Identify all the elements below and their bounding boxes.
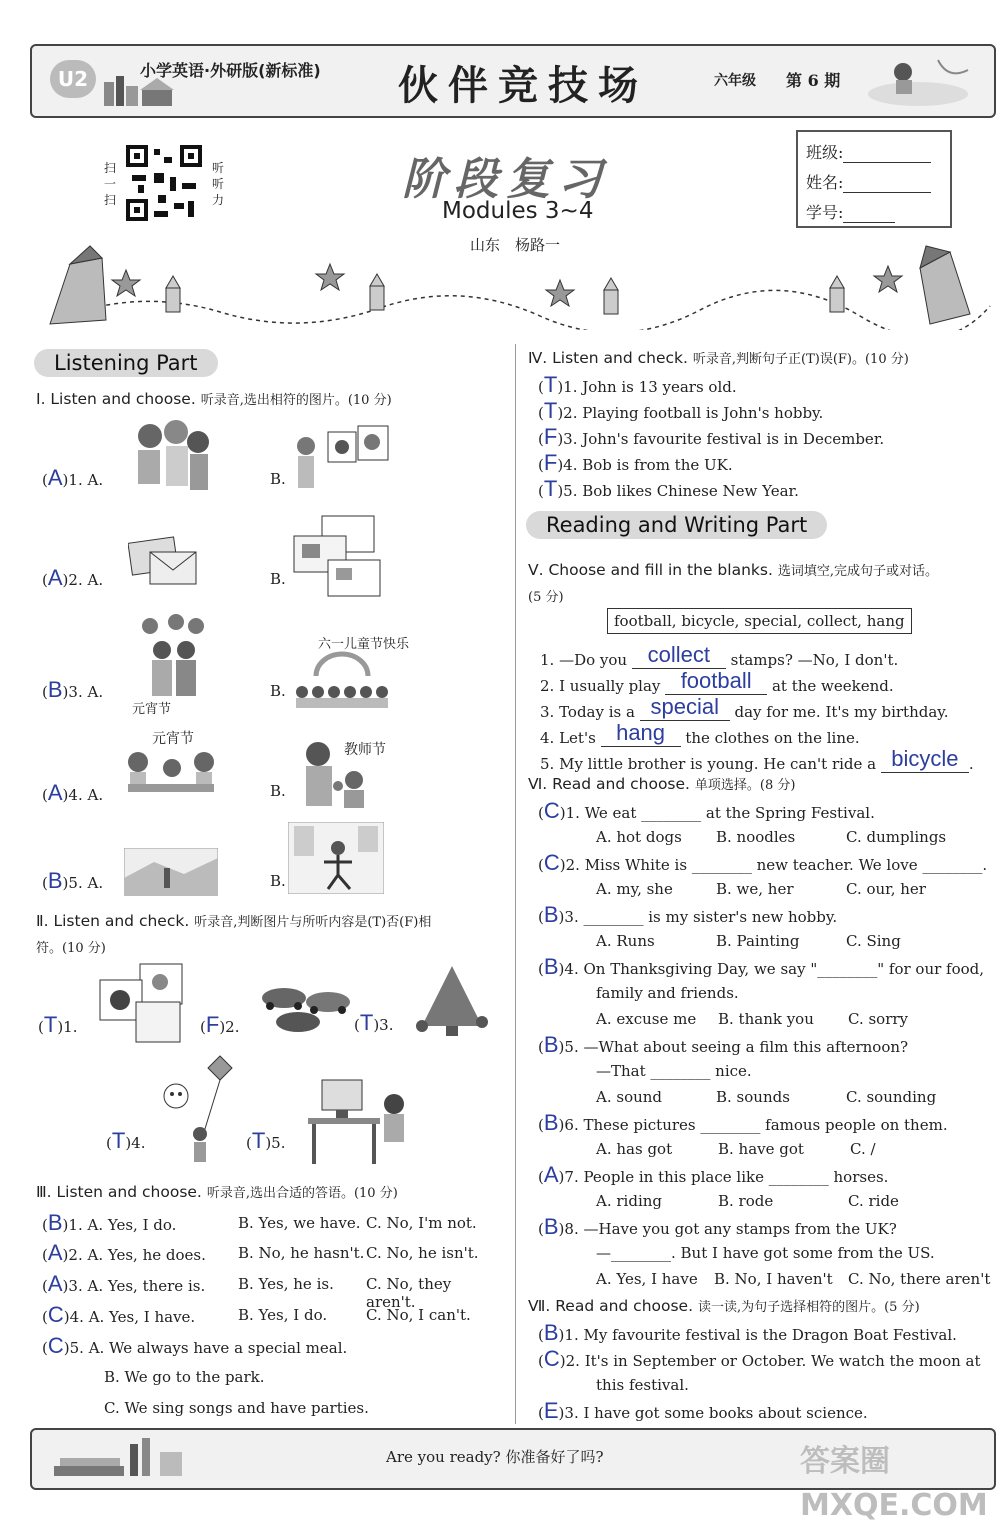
s7-item-2-cont: this festival. bbox=[596, 1376, 689, 1394]
s5-item-3: 3. Today is a special day for me. It's my birthday. bbox=[540, 694, 949, 721]
answer: B bbox=[47, 677, 63, 702]
s3-item-2: (A)2. A. Yes, he does. B. No, he hasn't. C. No, he isn't. bbox=[42, 1240, 479, 1265]
s1-item-4: (A)4. A. bbox=[42, 780, 104, 805]
class-field[interactable] bbox=[806, 140, 931, 163]
grade-label: 六年级 bbox=[714, 73, 756, 89]
author-line: 山东 杨路一 bbox=[470, 236, 561, 254]
pencil-border-decoration bbox=[30, 244, 992, 330]
s5-item-4: 4. Let's hang the clothes on the line. bbox=[540, 720, 860, 747]
section-5-title: Ⅴ. Choose and fill in the blanks. 选词填空,完成句子或对话。 (5 分) bbox=[528, 561, 938, 605]
postcards-image bbox=[292, 514, 384, 598]
caption-lantern-festival: 元宵节 bbox=[132, 702, 172, 717]
s6-item-8-options: A. Yes, I have B. No, I haven't C. No, there aren't bbox=[596, 1270, 991, 1288]
s3-item-5-c: C. We sing songs and have parties. bbox=[104, 1399, 369, 1417]
s6-item-4: (B)4. On Thanksgiving Day, we say "________" for our food, bbox=[538, 954, 985, 979]
class-label: 班级: bbox=[806, 143, 844, 162]
stamps-on-wall-image bbox=[292, 422, 392, 502]
answer: T bbox=[111, 1128, 126, 1153]
caption-teachers-day: 教师节 bbox=[344, 742, 386, 758]
girl-on-cloud-icon bbox=[858, 50, 978, 110]
footer-slogan: Are you ready? 你准备好了吗? bbox=[386, 1448, 604, 1466]
panda-stamps-image bbox=[96, 962, 190, 1046]
children-group-image bbox=[128, 418, 218, 500]
s4-item-3: (F)3. John's favourite festival is in December. bbox=[538, 424, 885, 449]
section-1-title: Ⅰ. Listen and choose. 听录音,选出相符的图片。(10 分) bbox=[36, 390, 392, 408]
s6-item-1: (C)1. We eat ________ at the Spring Festival. bbox=[538, 798, 875, 823]
listening-part-label: Listening Part bbox=[34, 349, 218, 377]
s4-item-1: (T)1. John is 13 years old. bbox=[538, 372, 737, 397]
s7-item-2: (C)2. It's in September or October. We watch the moon at bbox=[538, 1346, 981, 1371]
section-6-title: Ⅵ. Read and choose. 单项选择。(8 分) bbox=[528, 775, 796, 793]
s4-item-4: (F)4. Bob is from the UK. bbox=[538, 450, 733, 475]
brand-title: 伙伴竞技场 bbox=[398, 62, 648, 109]
s6-item-5-options: A. sound B. sounds C. sounding bbox=[596, 1088, 937, 1106]
books-pencil-icon bbox=[50, 1432, 190, 1482]
s6-item-8: (B)8. —Have you got any stamps from the UK? bbox=[538, 1214, 897, 1239]
word-box: football, bicycle, special, collect, hang bbox=[607, 608, 912, 634]
qr-code-icon[interactable] bbox=[124, 143, 204, 223]
s1-item-4-b: B. bbox=[270, 782, 286, 800]
girl-at-computer-image bbox=[304, 1074, 414, 1168]
s6-item-8-cont: —________. But I have got some from the US. bbox=[596, 1244, 935, 1262]
kite-boy-image bbox=[160, 1052, 240, 1164]
s2-item-1: (T)1. bbox=[38, 1012, 78, 1037]
s6-item-5: (B)5. —What about seeing a film this afternoon? bbox=[538, 1032, 909, 1057]
s6-item-4-options: A. excuse me B. thank you C. sorry bbox=[596, 1010, 909, 1028]
number-label: 学号: bbox=[806, 203, 844, 222]
answer: T bbox=[359, 1010, 374, 1035]
s1-item-5: (B)5. A. bbox=[42, 868, 104, 893]
s1-item-1: (A)1. A. bbox=[42, 465, 104, 490]
answer: A bbox=[47, 465, 63, 490]
s1-item-3-b: B. bbox=[270, 682, 286, 700]
answer: A bbox=[47, 565, 63, 590]
s3-item-5-b: B. We go to the park. bbox=[104, 1368, 265, 1386]
s6-item-5-cont: —That ________ nice. bbox=[596, 1062, 752, 1080]
lantern-festival-family-image bbox=[136, 614, 212, 700]
section-4-title: Ⅳ. Listen and check. 听录音,判断句子正(T)误(F)。(10 分) bbox=[528, 349, 909, 367]
s4-item-5: (T)5. Bob likes Chinese New Year. bbox=[538, 476, 799, 501]
qr-right-text: 听听力 bbox=[212, 161, 225, 207]
s6-item-2-options: A. my, she B. we, her C. our, her bbox=[596, 880, 926, 898]
toy-cars-image bbox=[258, 980, 354, 1036]
s2-item-4: (T)4. bbox=[106, 1128, 146, 1153]
name-label: 姓名: bbox=[806, 173, 844, 192]
s2-item-3: (T)3. bbox=[354, 1010, 394, 1035]
s6-item-6-options: A. has got B. have got C. / bbox=[596, 1140, 876, 1158]
s6-item-7: (A)7. People in this place like ________ horses. bbox=[538, 1162, 889, 1187]
s2-item-2: (F)2. bbox=[200, 1012, 240, 1037]
s5-item-5: 5. My little brother is young. He can't ride a bicycle . bbox=[540, 746, 974, 773]
s1-item-1-b: B. bbox=[270, 470, 286, 488]
s5-item-2: 2. I usually play football at the weekend. bbox=[540, 668, 894, 695]
s6-item-3-options: A. Runs B. Painting C. Sing bbox=[596, 932, 901, 950]
tai-chi-image bbox=[288, 822, 384, 894]
section-7-title: Ⅶ. Read and choose. 读一读,为句子选择相符的图片。(5 分) bbox=[528, 1297, 920, 1315]
s6-item-3: (B)3. ________ is my sister's new hobby. bbox=[538, 902, 838, 927]
watermark: 答案圈 MXQE.COM bbox=[800, 1444, 988, 1523]
number-field[interactable] bbox=[806, 200, 895, 223]
s1-item-2-b: B. bbox=[270, 570, 286, 588]
s3-item-3: (A)3. A. Yes, there is. B. Yes, he is. C. No, they aren't. bbox=[42, 1271, 452, 1311]
s3-item-1: (B)1. A. Yes, I do. B. Yes, we have. C. No, I'm not. bbox=[42, 1210, 477, 1235]
name-field[interactable] bbox=[806, 170, 931, 193]
unit-badge: U2 bbox=[50, 60, 96, 98]
s1-item-2: (A)2. A. bbox=[42, 565, 104, 590]
childrens-day-image bbox=[290, 648, 394, 710]
page-subtitle: Modules 3~4 bbox=[442, 198, 594, 224]
s6-item-4-cont: family and friends. bbox=[596, 984, 739, 1002]
s3-item-4: (C)4. A. Yes, I have. B. Yes, I do. C. No, I can't. bbox=[42, 1302, 471, 1327]
qr-left-text: 扫一扫 bbox=[104, 161, 117, 207]
envelopes-image bbox=[128, 534, 208, 596]
series-label: 小学英语·外研版(新标准) bbox=[140, 61, 321, 80]
s7-item-3: (E)3. I have got some books about science. bbox=[538, 1398, 868, 1423]
issue-label: 第 6 期 bbox=[786, 71, 841, 90]
column-divider bbox=[515, 344, 516, 1424]
answer: B bbox=[47, 868, 63, 893]
s6-item-1-options: A. hot dogs B. noodles C. dumplings bbox=[596, 828, 947, 846]
answer: F bbox=[205, 1012, 220, 1037]
s6-item-7-options: A. riding B. rode C. ride bbox=[596, 1192, 899, 1210]
caption-lantern-festival-2: 元宵节 bbox=[152, 731, 194, 747]
s1-item-5-b: B. bbox=[270, 872, 286, 890]
answer: A bbox=[47, 780, 63, 805]
section-3-title: Ⅲ. Listen and choose. 听录音,选出合适的答语。(10 分) bbox=[36, 1183, 398, 1201]
caption-childrens-day: 六一儿童节快乐 bbox=[318, 637, 410, 652]
s2-item-5: (T)5. bbox=[246, 1128, 286, 1153]
s5-item-1: 1. —Do you collect stamps? —No, I don't. bbox=[540, 642, 899, 669]
teachers-day-image bbox=[294, 740, 378, 810]
answer: T bbox=[251, 1128, 266, 1153]
s3-item-5: (C)5. A. We always have a special meal. bbox=[42, 1333, 348, 1358]
reading-part-label: Reading and Writing Part bbox=[526, 511, 827, 539]
s1-item-3: (B)3. A. bbox=[42, 677, 104, 702]
s7-item-1: (B)1. My favourite festival is the Dragon Boat Festival. bbox=[538, 1320, 957, 1345]
s4-item-2: (T)2. Playing football is John's hobby. bbox=[538, 398, 824, 423]
answer: T bbox=[43, 1012, 58, 1037]
s6-item-2: (C)2. Miss White is ________ new teacher. We love ________. bbox=[538, 850, 988, 875]
christmas-tree-image bbox=[412, 962, 492, 1044]
park-scene-image bbox=[124, 848, 218, 896]
s6-item-6: (B)6. These pictures ________ famous people on them. bbox=[538, 1110, 948, 1135]
section-2-title: Ⅱ. Listen and check. 听录音,判断图片与所听内容是(T)否(F)相 符。(10 分) bbox=[36, 912, 432, 956]
page-title: 阶段复习 bbox=[402, 154, 610, 205]
family-meal-image bbox=[124, 748, 218, 804]
